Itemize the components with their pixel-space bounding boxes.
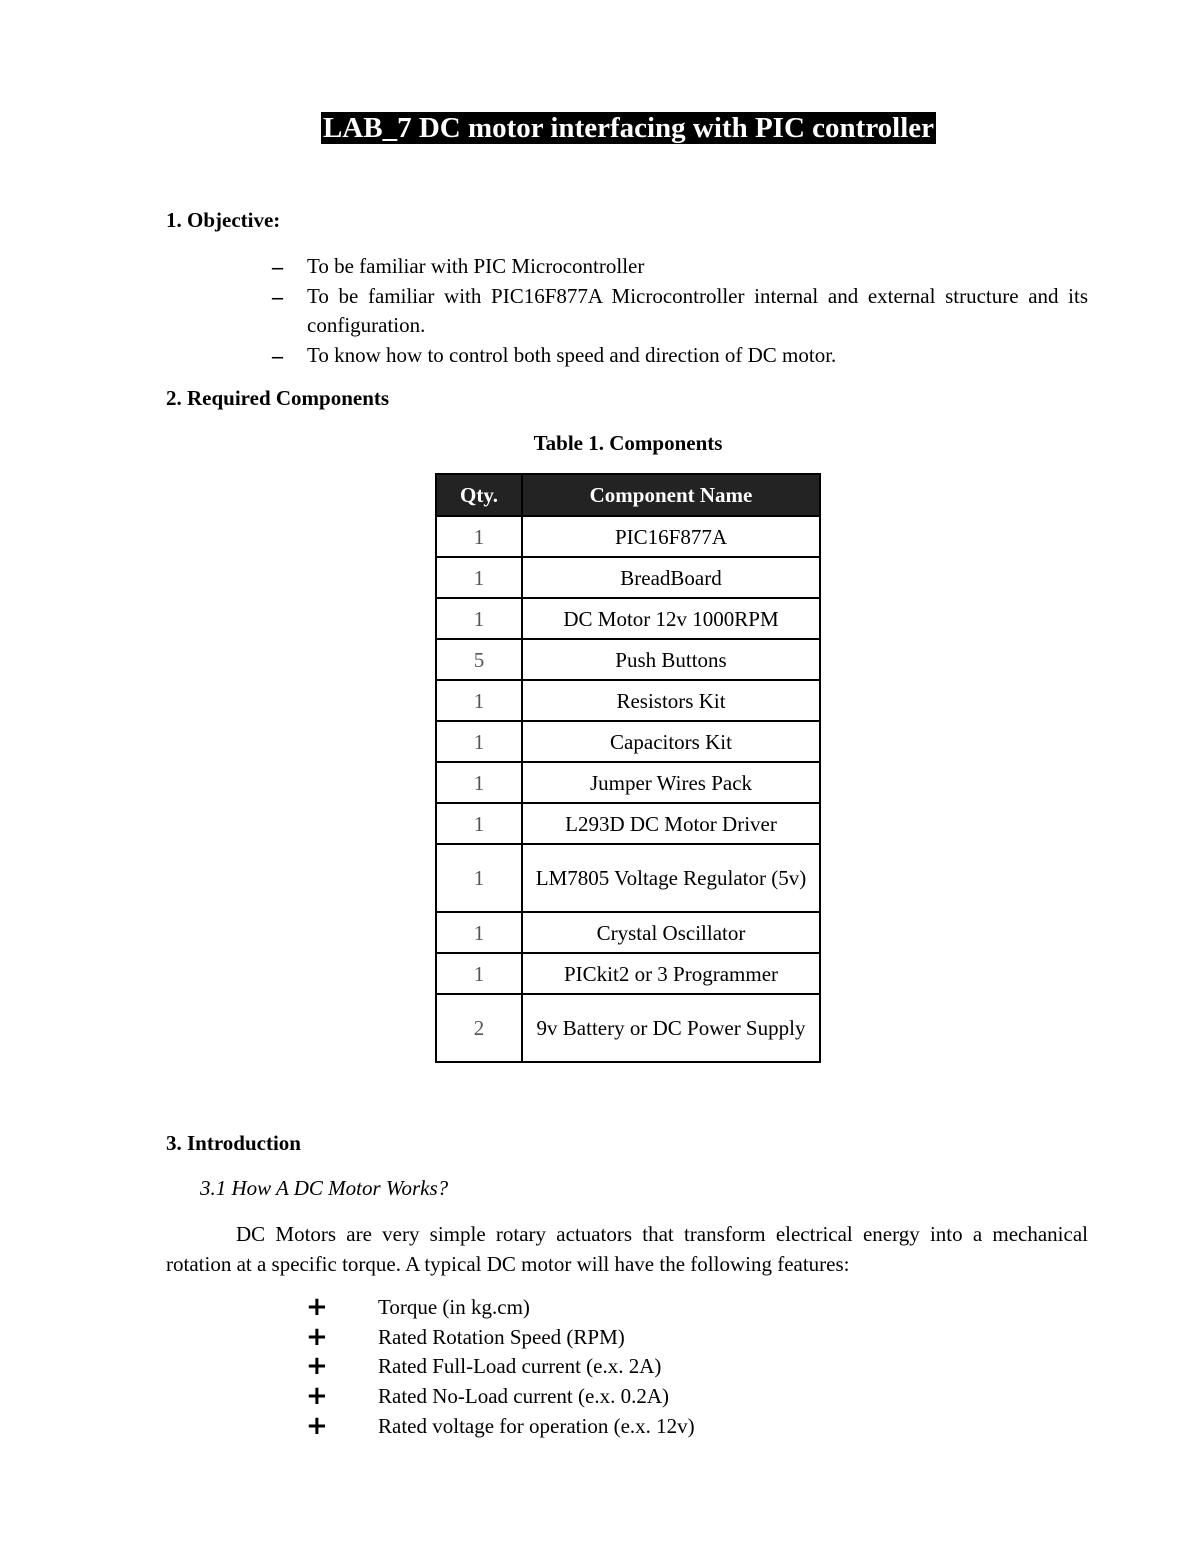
dash-bullet-icon: – [272, 283, 283, 309]
column-header-component-name: Component Name [522, 474, 820, 516]
qty-cell: 1 [436, 762, 522, 803]
feature-item: + Rated Rotation Speed (RPM) [306, 1321, 625, 1352]
component-name-cell: 9v Battery or DC Power Supply [522, 994, 820, 1062]
table-row [436, 844, 820, 912]
objective-item: – To know how to control both speed and direction of DC motor. [272, 341, 1088, 371]
component-name-cell: LM7805 Voltage Regulator (5v) [522, 844, 820, 912]
table-row [436, 598, 820, 639]
table-row [436, 803, 820, 844]
qty-cell: 1 [436, 953, 522, 994]
component-name-cell: BreadBoard [522, 557, 820, 598]
plus-bullet-icon: + [306, 1292, 328, 1322]
qty-cell: 1 [436, 516, 522, 557]
qty-cell: 1 [436, 844, 522, 912]
qty-cell: 1 [436, 721, 522, 762]
component-name-cell: PICkit2 or 3 Programmer [522, 953, 820, 994]
table-row [436, 912, 820, 953]
qty-cell: 5 [436, 639, 522, 680]
table-row [436, 516, 820, 557]
table-row [436, 953, 820, 994]
qty-cell: 1 [436, 680, 522, 721]
components-table [435, 473, 821, 1063]
feature-list [306, 1293, 695, 1442]
page-title-text: LAB_7 DC motor interfacing with PIC controller [322, 112, 935, 144]
table-row [436, 639, 820, 680]
component-name-cell: Resistors Kit [522, 680, 820, 721]
table-row [436, 762, 820, 803]
component-name-cell: Capacitors Kit [522, 721, 820, 762]
component-name-cell: PIC16F877A [522, 516, 820, 557]
objective-item: – To be familiar with PIC16F877A Microcontroller internal and external structure and its configuration. [272, 283, 1088, 337]
page-title [0, 111, 1200, 145]
feature-item: + Rated voltage for operation (e.x. 12v) [306, 1410, 695, 1441]
objective-heading: 1. Objective: [166, 208, 281, 232]
introduction-paragraph: DC Motors are very simple rotary actuators that transform electrical energy into a mechanical rotation at a specific torque. A typical DC motor will have the following features: [166, 1222, 1088, 1276]
qty-cell: 2 [436, 994, 522, 1062]
table-row [436, 721, 820, 762]
column-header-qty: Qty. [436, 474, 522, 516]
qty-cell: 1 [436, 912, 522, 953]
component-name-cell: Crystal Oscillator [522, 912, 820, 953]
qty-cell: 1 [436, 557, 522, 598]
components-heading: 2. Required Components [166, 386, 390, 410]
table-row [436, 680, 820, 721]
table-row [436, 994, 820, 1062]
qty-cell: 1 [436, 803, 522, 844]
table-caption: Table 1. Components [533, 431, 723, 455]
plus-bullet-icon: + [306, 1381, 328, 1412]
table-row [436, 557, 820, 598]
plus-bullet-icon: + [306, 1351, 328, 1382]
component-name-cell: L293D DC Motor Driver [522, 803, 820, 844]
component-name-cell: DC Motor 12v 1000RPM [522, 598, 820, 639]
dash-bullet-icon: – [272, 254, 283, 279]
plus-bullet-icon: + [306, 1410, 328, 1441]
introduction-subheading: 3.1 How A DC Motor Works? [200, 1176, 449, 1200]
component-name-cell: Jumper Wires Pack [522, 762, 820, 803]
objective-list [272, 252, 1088, 370]
component-name-cell: Push Buttons [522, 639, 820, 680]
feature-item: + Rated No-Load current (e.x. 0.2A) [306, 1381, 669, 1412]
introduction-heading: 3. Introduction [166, 1131, 301, 1155]
table-header-row [436, 474, 820, 516]
feature-item: + Torque (in kg.cm) [306, 1292, 530, 1322]
qty-cell: 1 [436, 598, 522, 639]
feature-item: + Rated Full-Load current (e.x. 2A) [306, 1351, 662, 1382]
objective-item: – To be familiar with PIC Microcontroller [272, 252, 1088, 282]
plus-bullet-icon: + [306, 1321, 328, 1352]
dash-bullet-icon: – [272, 342, 283, 368]
